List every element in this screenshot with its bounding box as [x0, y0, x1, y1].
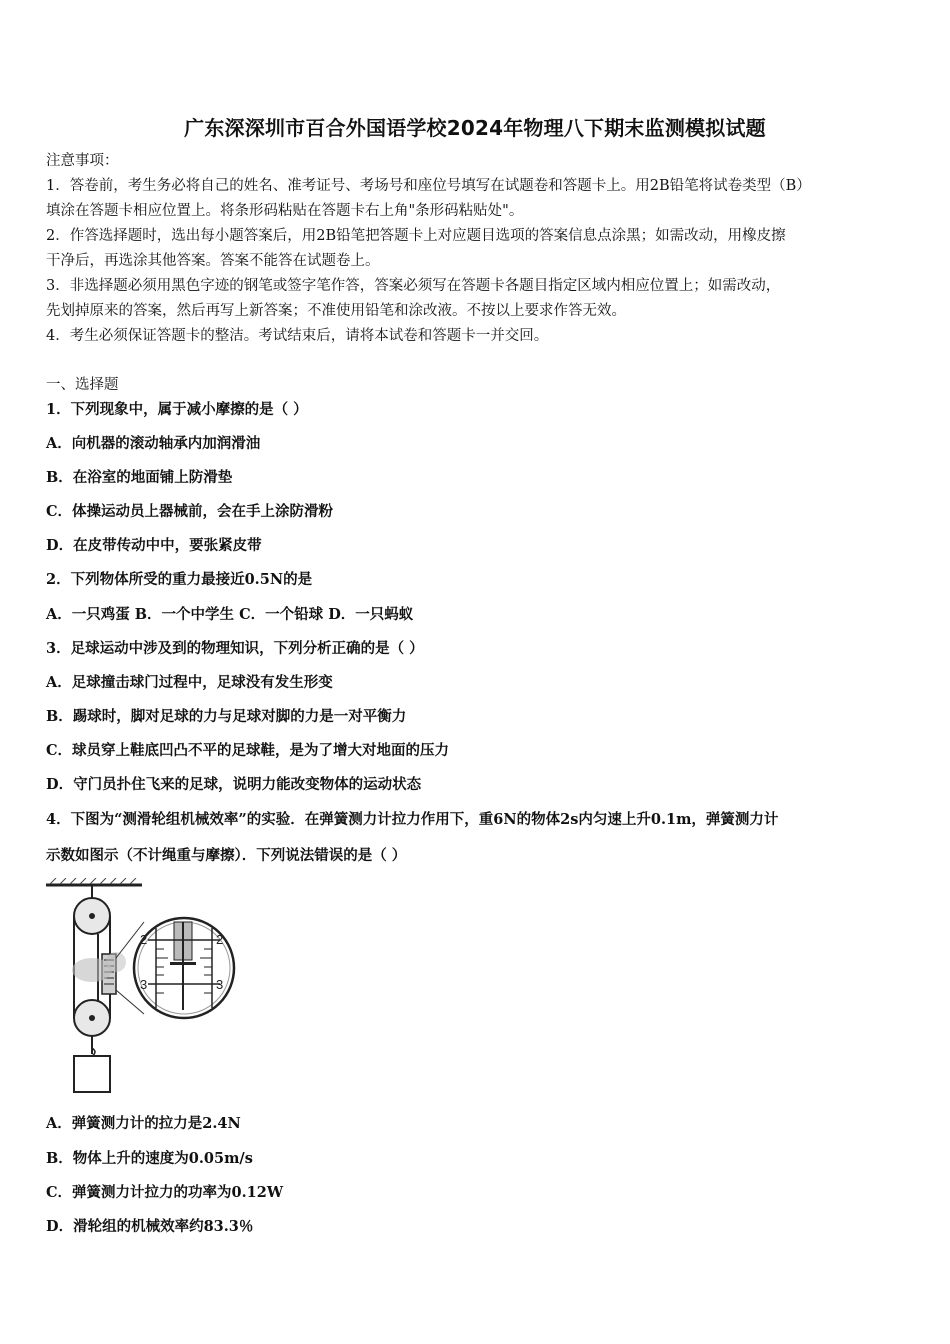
- pulley-figure: [44, 878, 244, 1098]
- q1-option-a: A．向机器的滚动轴承内加润滑油: [46, 435, 261, 452]
- q1-option-b: B．在浴室的地面铺上防滑垫: [46, 469, 233, 486]
- q4-option-a: A．弹簧测力计的拉力是2.4N: [46, 1115, 241, 1132]
- notice-line-5: 3．非选择题必须用黑色字迹的钢笔或签字笔作答，答案必须写在答题卡各题目指定区域内相应位置上；如需改动，: [46, 278, 781, 294]
- q4-stem-line-1: 4．下图为“测滑轮组机械效率”的实验．在弹簧测力计拉力作用下，重6N的物体2s内匀速上升0.1m，弹簧测力计: [46, 811, 779, 828]
- notice-line-3: 2．作答选择题时，选出每小题答案后，用2B铅笔把答题卡上对应题目选项的答案信息点涂黑；如需改动，用橡皮擦: [46, 228, 786, 244]
- notice-line-7: 4．考生必须保证答题卡的整洁。考试结束后，请将本试卷和答题卡一并交回。: [46, 328, 549, 344]
- q3-option-b: B．踢球时，脚对足球的力与足球对脚的力是一对平衡力: [46, 708, 407, 725]
- q2-options: A．一只鸡蛋 B．一个中学生 C．一个铅球 D．一只蚂蚁: [46, 606, 414, 623]
- q3-option-d: D．守门员扑住飞来的足球，说明力能改变物体的运动状态: [46, 776, 422, 793]
- pulley-diagram: [44, 878, 244, 1098]
- scale-label-left-2: 2: [140, 932, 148, 947]
- notice-heading: 注意事项：: [46, 153, 119, 169]
- notice-line-1: 1．答卷前，考生务必将自己的姓名、准考证号、考场号和座位号填写在试题卷和答题卡上。用2B铅笔将试卷类型（B）: [46, 178, 811, 194]
- notice-line-2: 填涂在答题卡相应位置上。将条形码粘贴在答题卡右上角"条形码粘贴处"。: [46, 203, 524, 219]
- q1-option-c: C．体操运动员上器械前，会在手上涂防滑粉: [46, 503, 334, 520]
- q3-option-c: C．球员穿上鞋底凹凸不平的足球鞋，是为了增大对地面的压力: [46, 742, 450, 759]
- weight-block: [74, 1056, 110, 1092]
- q4-stem-line-2: 示数如图示（不计绳重与摩擦）．下列说法错误的是（ ）: [46, 847, 407, 864]
- scale-label-left-3: 3: [140, 977, 148, 992]
- q4-option-c: C．弹簧测力计拉力的功率为0.12W: [46, 1184, 284, 1201]
- scale-label-right-3: 3: [216, 977, 224, 992]
- notice-line-4: 干净后，再选涂其他答案。答案不能答在试题卷上。: [46, 253, 380, 269]
- scale-label-right-2: 2: [216, 932, 224, 947]
- q3-option-a: A．足球撞击球门过程中，足球没有发生形变: [46, 674, 333, 691]
- section-heading: 一、选择题: [46, 377, 119, 393]
- q4-option-d: D．滑轮组的机械效率约83.3％: [46, 1218, 254, 1235]
- q1-option-d: D．在皮带传动中中，要张紧皮带: [46, 537, 262, 554]
- q3-stem: 3．足球运动中涉及到的物理知识，下列分析正确的是（ ）: [46, 640, 424, 657]
- q1-stem: 1．下列现象中，属于减小摩擦的是（ ）: [46, 401, 308, 418]
- notice-line-6: 先划掉原来的答案，然后再写上新答案；不准使用铅笔和涂改液。不按以上要求作答无效。: [46, 303, 626, 319]
- ceiling-hatch: [50, 878, 136, 884]
- page-title: 广东深深圳市百合外国语学校2024年物理八下期末监测模拟试题: [184, 116, 766, 140]
- q2-stem: 2．下列物体所受的重力最接近0.5N的是: [46, 571, 313, 588]
- q4-option-b: B．物体上升的速度为0.05m/s: [46, 1150, 253, 1167]
